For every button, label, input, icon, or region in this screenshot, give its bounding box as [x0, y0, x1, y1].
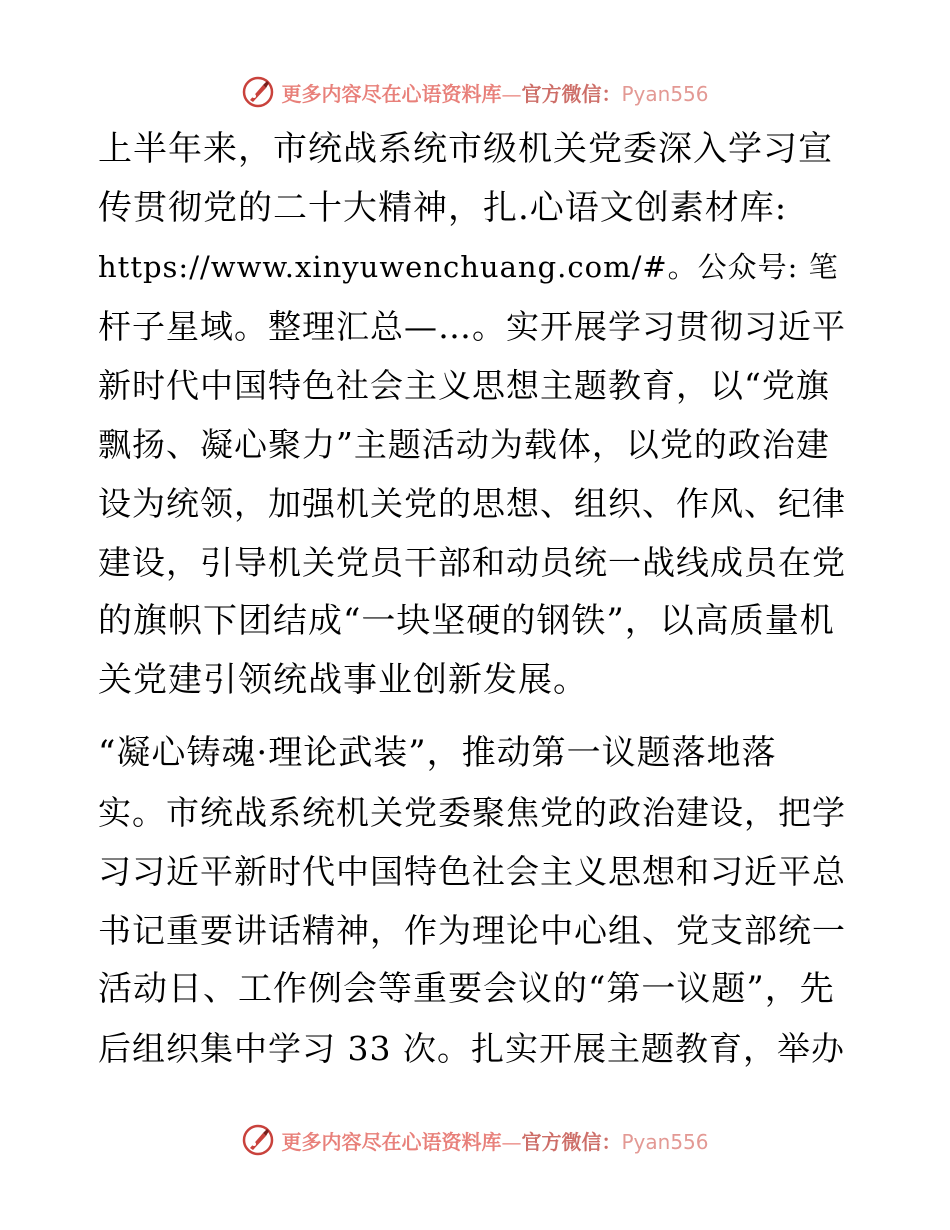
document-body: [98, 120, 850, 1092]
text-line: 飘扬、凝心聚力”主题活动为载体，以党的政治建: [98, 425, 830, 464]
pen-logo-icon: [241, 75, 275, 109]
watermark-wechat-id: Pyan556: [621, 81, 709, 106]
watermark-wechat-id: Pyan556: [621, 1129, 709, 1154]
watermark-site: 更多内容尽在心语资料库: [281, 1129, 502, 1154]
header-watermark: [0, 72, 950, 112]
watermark-dash: —: [501, 81, 522, 106]
text-line: 的旗帜下团结成“一块坚硬的钢铁”，以高质量机: [98, 601, 835, 641]
footer-watermark: [0, 1120, 950, 1160]
text-line: https://www.xinyuwenchuang.com/#。公众号: 笔: [98, 250, 839, 284]
watermark-text: [281, 78, 708, 107]
text-line: 关党建引领统战事业创新发展。: [98, 660, 588, 700]
text-line: 实。市统战系统机关党委聚焦党的政治建设，把学: [98, 793, 846, 832]
paragraph-1: [98, 120, 850, 710]
watermark-text: [281, 1126, 708, 1155]
text-line: “凝心铸魂·理论武装”，推动第一议题落地落: [98, 733, 777, 773]
text-line: 设为统领，加强机关党的思想、组织、作风、纪律: [98, 484, 846, 523]
pen-logo-icon: [241, 1123, 275, 1157]
watermark-wechat-label: 官方微信：: [521, 81, 622, 106]
watermark-site: 更多内容尽在心语资料库: [281, 81, 502, 106]
text-line: 杆子星域。整理汇总—…。实开展学习贯彻习近平: [98, 307, 846, 346]
watermark-wechat-label: 官方微信：: [521, 1129, 622, 1154]
text-line: 书记重要讲话精神，作为理论中心组、党支部统一: [98, 911, 846, 950]
text-line: 习习近平新时代中国特色社会主义思想和习近平总: [98, 852, 846, 891]
text-line: 上半年来，市统战系统市级机关党委深入学习宣: [98, 129, 833, 169]
paragraph-2: [98, 724, 850, 1078]
text-line: 活动日、工作例会等重要会议的“第一议题”，先: [98, 969, 835, 1009]
text-line: 后组织集中学习 33 次。扎实开展主题教育，举办: [98, 1029, 845, 1068]
text-line: 新时代中国特色社会主义思想主题教育，以“党旗: [98, 366, 830, 405]
watermark-dash: —: [501, 1129, 522, 1154]
text-line: 传贯彻党的二十大精神，扎.心语文创素材库:: [98, 188, 788, 228]
text-line: 建设，引导机关党员干部和动员统一战线成员在党: [98, 543, 846, 582]
